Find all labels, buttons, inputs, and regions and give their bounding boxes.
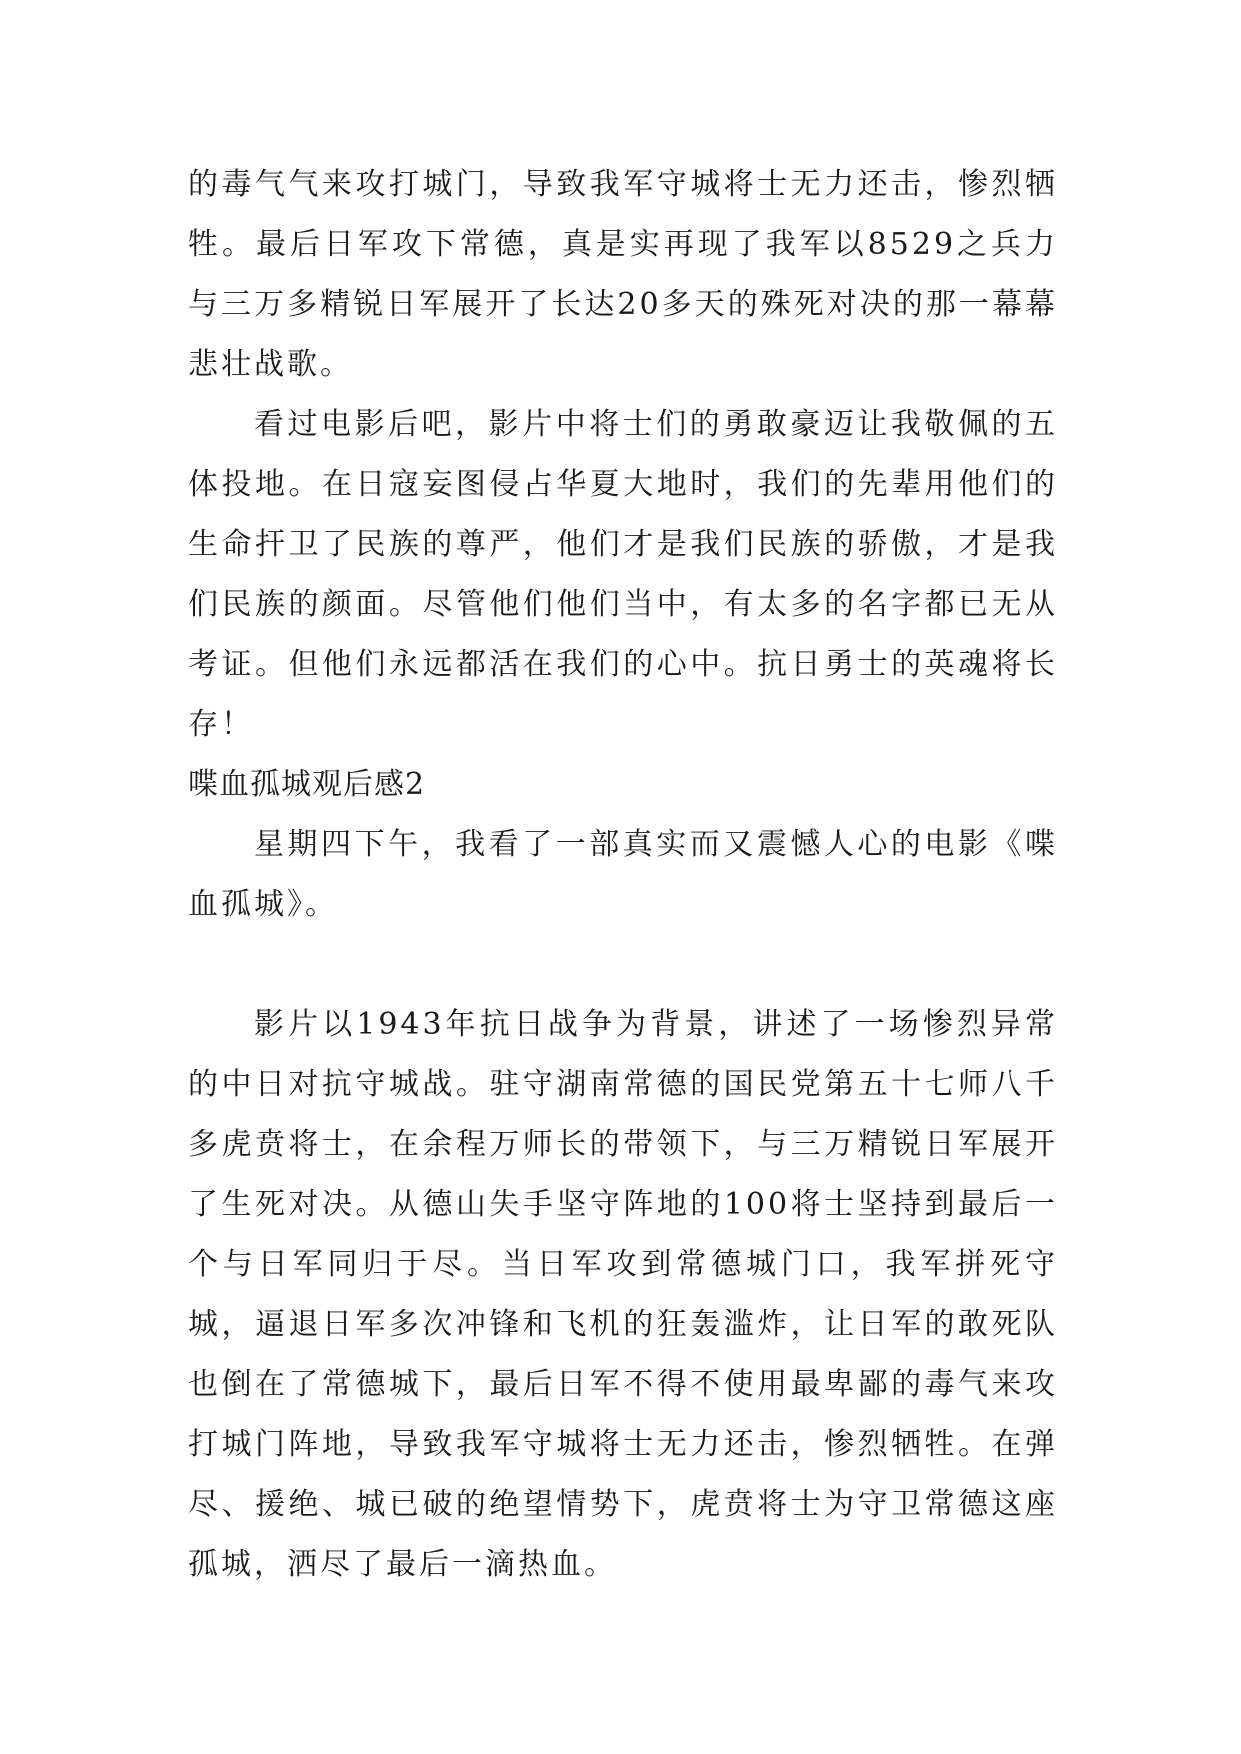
paragraph-summary: 影片以1943年抗日战争为背景，讲述了一场惨烈异常的中日对抗守城战。驻守湖南常德的国民党第五十七师八千多虎贲将士，在余程万师长的带领下，与三万精锐日军展开了生死对决。从德山失手坚守阵地的100将士坚持到最后一个与日军同归于尽。当日军攻到常德城门口，我军拼死守城，逼退日军多次冲锋和飞机的狂轰滥炸，让日军的敢死队也倒在了常德城下，最后日军不得不使用最卑鄙的毒气来攻打城门阵地，导致我军守城将士无力还击，惨烈牺牲。在弹尽、援绝、城已破的绝望情势下，虎贲将士为守卫常德这座孤城，洒尽了最后一滴热血。 [188,1007,1058,1582]
paragraph-spacer [188,935,1058,995]
section-heading: 喋血孤城观后感2 [188,767,426,802]
document-body [188,155,1058,1595]
paragraph-intro: 星期四下午，我看了一部真实而又震憾人心的电影《喋血孤城》。 [188,827,1058,922]
paragraph-reflection: 看过电影后吧，影片中将士们的勇敢豪迈让我敬佩的五体投地。在日寇妄图侵占华夏大地时，我们的先辈用他们的生命扞卫了民族的尊严，他们才是我们民族的骄傲，才是我们民族的颜面。尽管他们他们当中，有太多的名字都已无从考证。但他们永远都活在我们的心中。抗日勇士的英魂将长存！ [188,407,1058,742]
paragraph-continued: 的毒气气来攻打城门，导致我军守城将士无力还击，惨烈牺牲。最后日军攻下常德，真是实再现了我军以8529之兵力与三万多精锐日军展开了长达20多天的殊死对决的那一幕幕悲壮战歌。 [188,167,1058,382]
